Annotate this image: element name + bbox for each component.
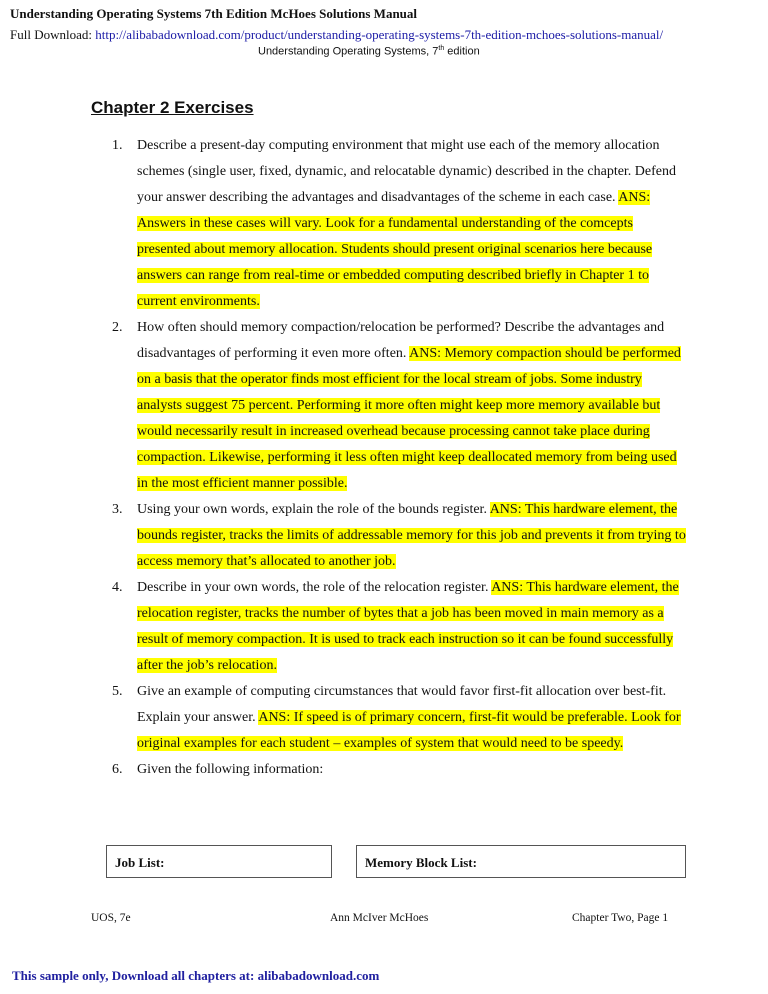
document-title: Understanding Operating Systems 7th Edition McHoes Solutions Manual [10, 6, 418, 21]
exercise-number: 6. [112, 762, 123, 777]
exercise-answer: ANS: This hardware element, the bounds register, tracks the limits of addressable memory for this job and prevents it from trying to access memory that’s allocated to another job. [137, 502, 686, 569]
exercise-question: Give an example of computing circumstances that would favor first-fit allocation over best-fit. Explain your answer. [137, 684, 667, 725]
download-label: Full Download: [10, 27, 96, 42]
exercise-number: 4. [112, 580, 123, 595]
exercise-question: Describe in your own words, the role of the relocation register. [137, 580, 489, 595]
running-sup: th [438, 45, 445, 52]
job-list-box: Job List: [106, 845, 332, 878]
exercise-item [112, 133, 687, 315]
exercise-answer: ANS: This hardware element, the relocation register, tracks the number of bytes that a job has been moved in main memory as a result of memory compaction. It is used to track each instruction so it can be found successfully after the job’s relocation. [137, 580, 679, 673]
exercise-answer: ANS: Answers in these cases will vary. Look for a fundamental understanding of the comcepts presented about memory allocation. Students should present original scenarios here because answers can range from real-time or embedded computing described briefly in Chapter 1 to current environments. [137, 190, 653, 309]
memory-block-list-box: Memory Block List: [356, 845, 686, 878]
exercise-answer: ANS: If speed is of primary concern, first-fit would be preferable. Look for original examples for each student – examples of system that would need to be speedy. [137, 710, 681, 751]
footer-author: Ann McIver McHoes [330, 912, 429, 924]
exercise-item [112, 497, 687, 575]
running-title: Understanding Operating Systems, 7 [258, 45, 439, 58]
sample-notice: This sample only, Download all chapters at: alibabadownload.com [12, 968, 380, 983]
exercise-number: 3. [112, 502, 123, 517]
exercise-question: Given the following information: [137, 762, 324, 777]
running-header [0, 45, 768, 58]
exercise-question: How often should memory compaction/relocation be performed? Describe the advantages and disadvantages of performing it even more often. [137, 320, 665, 361]
chapter-heading: Chapter 2 Exercises [91, 98, 254, 117]
exercise-list [112, 133, 687, 783]
exercise-number: 2. [112, 320, 123, 335]
exercise-item [112, 575, 687, 679]
exercise-item [112, 315, 687, 497]
exercise-number: 1. [112, 138, 123, 153]
exercise-question: Describe a present-day computing environment that might use each of the memory allocation schemes (single user, fixed, dynamic, and relocatable dynamic) described in the chapter. Defend your answer describing the advantages and disadvantages of the scheme in each case. [137, 138, 677, 205]
footer-page: Chapter Two, Page 1 [572, 912, 669, 924]
exercise-answer: ANS: Memory compaction should be performed on a basis that the operator finds most efficient for the local stream of jobs. Some industry analysts suggest 75 percent. Performing it more often might keep more memory available but would necessarily result in increased overhead because processing cannot take place during compaction. Likewise, performing it less often might keep deallocated memory from being used in the most efficient manner possible. [137, 346, 681, 491]
footer-left: UOS, 7e [91, 912, 131, 924]
exercise-question: Using your own words, explain the role of the bounds register. [137, 502, 487, 517]
exercise-item [112, 679, 687, 757]
running-suffix: edition [444, 45, 480, 58]
exercise-item [112, 757, 687, 783]
download-link[interactable]: http://alibabadownload.com/product/understanding-operating-systems-7th-edition-mchoes-solutions-manual/ [95, 27, 664, 42]
download-line [10, 27, 663, 43]
exercise-number: 5. [112, 684, 123, 699]
